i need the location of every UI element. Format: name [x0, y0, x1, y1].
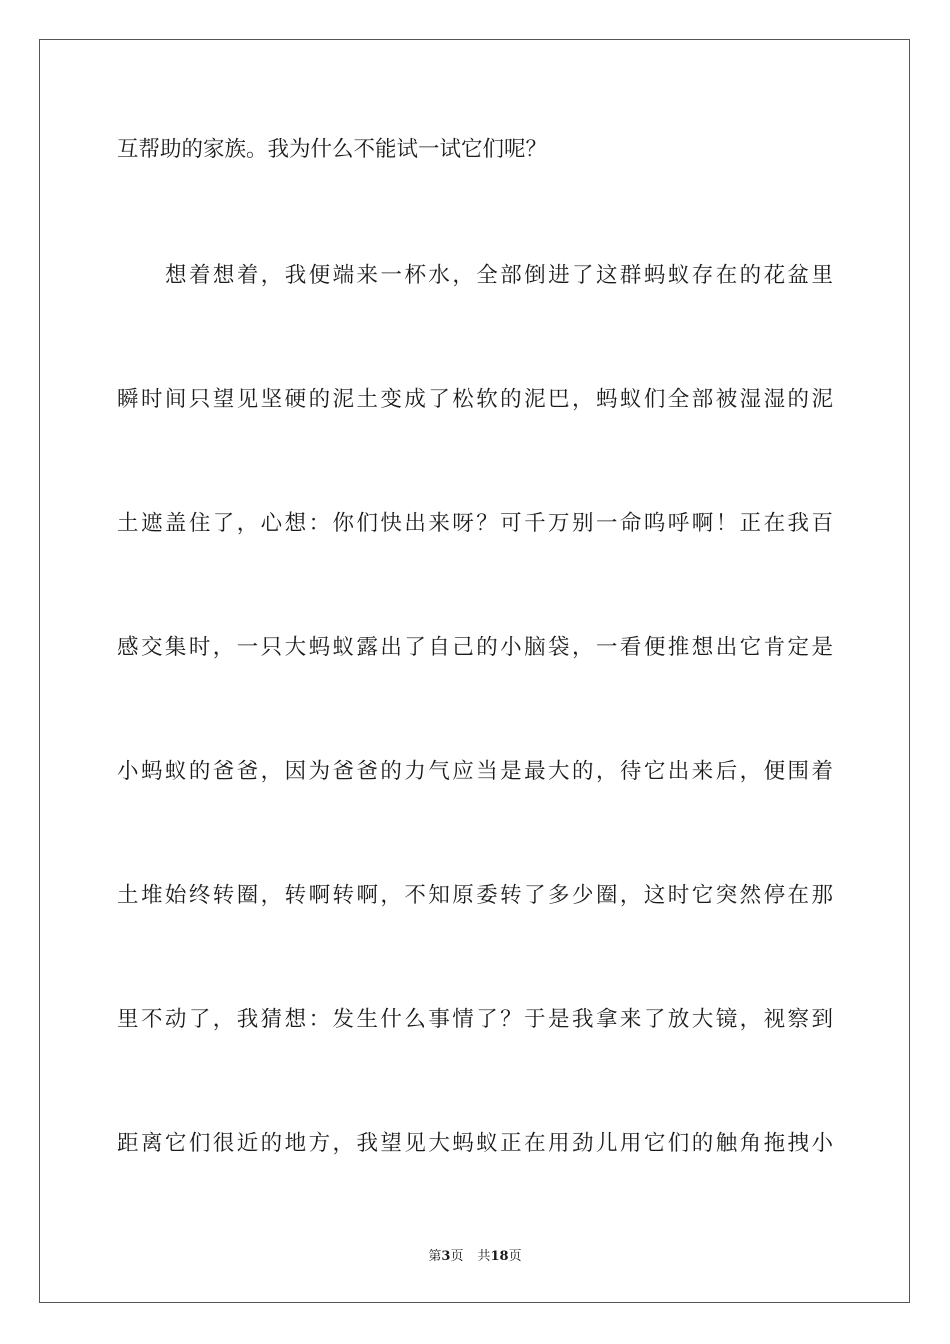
page-number: 3 [441, 1249, 451, 1264]
text-line-9: 距离它们很近的地方，我望见大蚂蚁正在用劲儿用它们的触角拖拽小 [117, 1131, 833, 1156]
text-line-1: 互帮助的家族。我为什么不能试一试它们呢？ [117, 137, 548, 162]
page-border [39, 39, 910, 1303]
page-suffix: 页 [450, 1249, 464, 1264]
text-line-5: 感交集时，一只大蚂蚁露出了自己的小脑袋，一看便推想出它肯定是 [117, 635, 833, 660]
text-line-4: 土遮盖住了，心想：你们快出来呀？可千万别一命呜呼啊！正在我百 [117, 511, 833, 536]
total-prefix: 共 [477, 1249, 491, 1264]
total-suffix: 页 [508, 1249, 522, 1264]
text-line-2: 想着想着，我便端来一杯水，全部倒进了这群蚂蚁存在的花盆里 [165, 263, 833, 288]
total-pages: 18 [490, 1249, 509, 1264]
text-line-3: 瞬时间只望见坚硬的泥土变成了松软的泥巴，蚂蚁们全部被湿湿的泥 [117, 387, 833, 412]
page-footer [0, 1248, 950, 1266]
text-line-8: 里不动了，我猜想：发生什么事情了？于是我拿来了放大镜，视察到 [117, 1007, 833, 1032]
page-prefix: 第 [428, 1249, 442, 1264]
text-line-6: 小蚂蚁的爸爸，因为爸爸的力气应当是最大的，待它出来后，便围着 [117, 759, 833, 784]
text-line-7: 土堆始终转圈，转啊转啊，不知原委转了多少圈，这时它突然停在那 [117, 883, 833, 908]
